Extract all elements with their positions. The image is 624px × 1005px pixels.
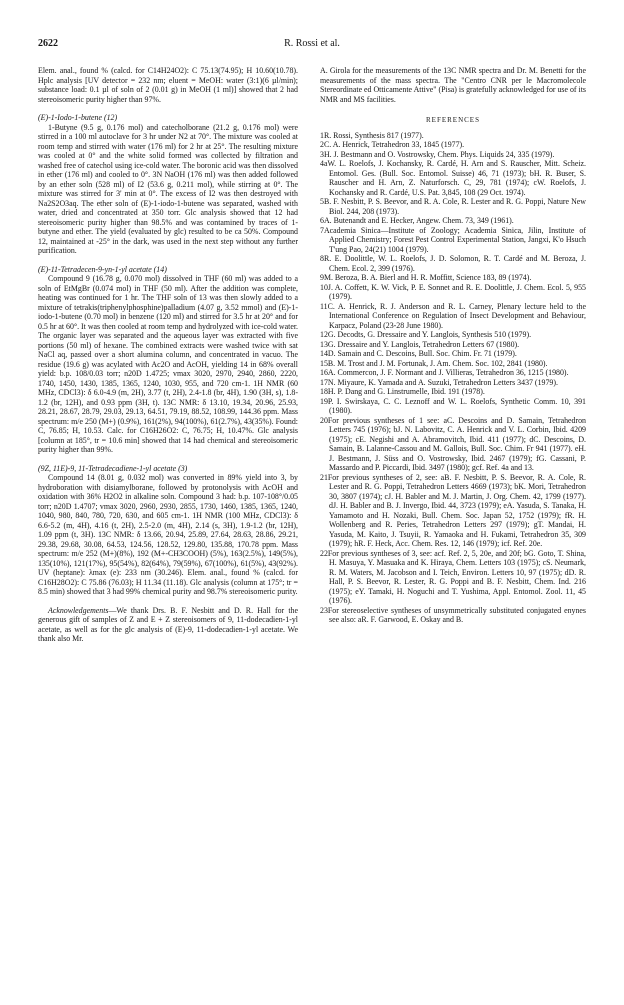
reference-item: 10J. A. Coffett, K. W. Vick, P. E. Sonnet and R. E. Doolittle, J. Chem. Ecol. 5, 955 (1979). [320, 282, 586, 301]
reference-item: 16A. Commercon, J. F. Normant and J. Villieras, Tetrahedron 36, 1215 (1980). [320, 368, 569, 377]
reference-item: 20For previous syntheses of 1 see: aC. Descoins and D. Samain, Tetrahedron Letters 745 (1976); bJ. N. Labovitz, C. A. Henrick and V. L. Corbin, Ibid. 4209 (1975); cE. Negishi and A. Abramovitch, Ibid. 411 (1977); dC. Descoins, D. Samain, B. Lalanne-Cassou and M. Gallois, Bull. Soc. Chim. Fr 941 (1977). eH. J. Bestmann, J. Süss and O. Vostrowsky, Ibid. 2467 (1979); fG. Cassani, P. Massardo and P. Piccardi, Ibid. 3497 (1980); gcf. Ref. 4a and 13. [320, 415, 586, 472]
reference-item: 6A. Butenandt and E. Hecker, Angew. Chem. 73, 349 (1961). [320, 216, 514, 225]
reference-item: 2C. A. Henrick, Tetrahedron 33, 1845 (1977). [320, 140, 465, 149]
reference-item: 8R. E. Doolittle, W. L. Roelofs, J. D. Solomon, R. T. Cardé and M. Beroza, J. Chem. Ecol. 2, 399 (1976). [320, 254, 586, 273]
paragraph-3: Compound 14 (8.01 g, 0.032 mol) was converted in 89% yield into 3, by hydroboration with disiamylborane, followed by protonolysis with AcOH and oxidation with 36% H2O2 in alkaline soln. Compound 3 had: b.p. 107-108°/0.05 torr; n20D 1.4707; vmax 3020, 2960, 2930, 2855, 1730, 1460, 1385, 1365, 1240, 1040, 980, 840, 780, 720, 630, and 605 cm-1. 1H NMR (100 MHz, CDCl3): δ 6.6-5.2 (m, 4H), 4.16 (t, 2H), 2.5-2.0 (m, 4H), 2.14 (s, 3H), 1.9-1.2 (br, 12H), 1.09 ppm (t, 3H). 13C NMR: δ 13.66, 20.94, 25.89, 27.64, 28.63, 28.86, 29.21, 29.38, 29.68, 30.08, 64.53, 124.56, 128.52, 129.80, 135.88, 170.78 ppm. Mass spectrum: m/e 252 (M+)(8%), 192 (M+-CH3COOH) (5%), 163(2.5%), 149(5%), 135(10%), 121(17%), 95(54%), 82(64%), 79(59%), 67(100%), 61(5%), 43(92%). UV (heptane): λmax (e): 233 nm (30.246). Elem. anal., found % (calcd. for C16H28O2): C 75.86 (76.03); H 11.34 (11.18). Glc analysis (column at 175°; tr = 8.5 min) showed that 3 had 99% chemical purity and 98.7% stereoisomeric purity. [38, 473, 298, 596]
section-heading-3-text: (9Z, 11E)-9, 11-Tetradecadiene-1-yl acetate (3) [38, 463, 188, 473]
section-heading-3 [38, 464, 298, 474]
paragraph-14: Compound 9 (16.78 g, 0.070 mol) dissolved in THF (60 ml) was added to a soln of EtMgBr (0.074 mol) in THF (50 ml). After the addition was complete, heating was continued for 1 hr. The THF soln of 13 was then slowly added to a mixture of tetrakis(triphenylphosphine)palladium (4.07 g, 3.52 mmol) and (E)-1-iodo-1-butene (0.70 mol) in benzene (120 ml) and stirred for 3.5 hr at 20° and for 0.5 hr at 60°. It was then cooled at room temp and hydrolyzed with ice-cold water. The organic layer was separated and the aqueous layer was extracted with five portions (50 ml) of hexane. The combined extracts were washed twice with sat NaCl aq, passed over a short alumina column, and concentrated in vacuo. The residue (19.6 g) was acylated with Ac2O and AcOH, yielding 14 in 68% overall yield: b.p. 108/0.03 torr; n20D 1.4725; vmax 3020, 2970, 2940, 2860, 2220, 1740, 1450, 1430, 1385, 1365, 1240, 1030, 955, and 720 cm-1. 1H NMR (60 MHz, CDCl3): δ 6.0-4.9 (m, 2H), 3.77 (t, 2H), 2.4-1.8 (br, 4H), 1.90 (3H, s), 1.8-1.2 (br, 12H), and 0.93 ppm (3H, t). 13C NMR: δ 13.10, 19.34, 20.96, 25.93, 28.21, 28.67, 28.79, 29.03, 29.13, 64.51, 79.19, 88.52, 108.99, 144.36 ppm. Mass spectrum: m/e 250 (M+) (0.9%), 161(2%), 94(100%), 61(2.7%), 43(35%). Found: C, 76.85; H, 10.53. Calc. for C16H26O2: C, 76.75; H, 10.47%. Glc analysis [column at 185°, tr = 10.6 min] showed that 14 had chemical and stereoisomeric purity higher than 99%. [38, 274, 298, 454]
reference-item: 14D. Samain and C. Descoins, Bull. Soc. Chim. Fr. 71 (1979). [320, 349, 517, 358]
reference-item: 23For stereoselective syntheses of unsymmetrically substituted conjugated enynes see also: aR. F. Garwood, E. Oskay and B. [320, 605, 586, 624]
reference-item: 19P. I. Swirskaya, C. C. Leznoff and W. L. Roelofs, Synthetic Comm. 10, 391 (1980). [320, 396, 586, 415]
references-list [320, 131, 586, 625]
acknowledgements-body: —We thank Drs. B. F. Nesbitt and D. R. Hall for the generous gift of samples of Z and E + Z stereoisomers of 9, 11-dodecadien-1-yl acetate, as well as for the glc analysis of (E)-9, 11-dodecadien-1-yl acetate. We thank also Mr. [38, 605, 298, 643]
acknowledgements-title: Acknowledgements [48, 605, 109, 615]
reference-item: 11C. A. Henrick, R. J. Anderson and R. L. Carney, Plenary lecture held to the International Conference on Regulation of Insect Development and Behaviour, Karpacz, Poland (23-28 June 1980). [320, 301, 586, 330]
section-heading-12 [38, 113, 298, 123]
references-heading: REFERENCES [426, 116, 480, 124]
reference-item: 22For previous syntheses of 3, see: acf. Ref. 2, 5, 20e, and 20f; bG. Goto, T. Shina, H. Masuya, Y. Masuaka and K. Hiraya, Chem. Letters 103 (1975); cS. Neumark, R. M. Waters, M. Jacobson and I. Teich, Environ. Letters 10, 97 (1975); dD. R. Hall, P. S. Beevor, R. Lester, R. G. Poppi and B. F. Nesbitt, Chem. Ind. 216 (1975); eY. Tamaki, H. Noguchi and T. Yushima, Appl. Entomol. Zool. 11, 45 (1976). [320, 548, 586, 605]
reference-item: 18H. P. Dang and G. Linstrumelle, Ibid. 191 (1978). [320, 387, 485, 396]
page-number: 2622 [38, 38, 58, 49]
running-head: R. Rossi et al. [284, 38, 340, 49]
acknowledgements-continued: A. Girola for the measurements of the 13C NMR spectra and Dr. M. Benetti for the measurements of the mass spectra. The "Centro CNR per le Macromolecole Stereordinate ed Otticamente Attive" (Pisa) is gratefully acknowledged for use of its NMR and MS facilities. [320, 66, 586, 104]
acknowledgements [38, 606, 298, 644]
reference-item: 3H. J. Bestmann and O. Vostrowsky, Chem. Phys. Liquids 24, 335 (1979). [320, 149, 555, 159]
left-column [38, 66, 298, 644]
reference-item: 1R. Rossi, Synthesis 817 (1977). [320, 130, 424, 140]
reference-item: 15B. M. Trost and J. M. Fortunak, J. Am. Chem. Soc. 102, 2841 (1980). [320, 358, 548, 368]
right-column [320, 66, 586, 625]
reference-item: 5B. F. Nesbitt, P. S. Beevor, and R. A. Cole, R. Lester and R. G. Poppi, Nature New Biol. 244, 208 (1973). [320, 197, 586, 216]
analysis-paragraph: Elem. anal., found % (calcd. for C14H24O2): C 75.13(74.95); H 10.60(10.78). Hplc analysis [UV detector = 232 nm; eluent = MeOH: water (3:1)(6 µl/min); substance load: 0.1 µl of soln of 2 (0.01 g) in MeOH (1 ml)] showed that 2 had stereoisomeric purity higher than 97%. [38, 66, 298, 104]
reference-item: 21For previous syntheses of 2, see: aB. F. Nesbitt, P. S. Beevor, R. A. Cole, R. Lester and R. G. Poppi, Tetrahedron Letters 4669 (1973); bK. Mori, Tetrahedron 30, 3807 (1974); cJ. H. Babler and M. J. Martin, J. Org. Chem. 42, 1799 (1977). dJ. H. Babler and B. J. Invergo, Ibid. 44, 3723 (1979); eA. Yasuda, S. Tanaka, H. Yamamoto and H. Nozaki, Bull. Chem. Soc. Japan 52, 1752 (1979); fR. H. Wollenberg and R. Peries, Tetrahedron Letters 297 (1979); gT. Mandai, H. Yasuda, M. Kaito, J. Tsuyii, R. Yamaoka and H. Fukami, Tetrahedron 35, 309 (1979); hR. F. Heck, Acc. Chem. Res. 12, 146 (1979); icf. Ref. 20e. [320, 472, 586, 548]
page-header [38, 38, 586, 52]
reference-item: 4aW. L. Roelofs, J. Kochansky, R. Cardé, H. Arn and S. Rauscher, Mitt. Scheiz. Entomol. Ges. (Bull. Soc. Entomol. Suisse) 46, 71 (1973); bH. R. Buser, S. Rauscher and H. Arn, Z. Naturforsch. C, 29, 781 (1974); cW. Roelofs, J. Kochansky and R. Cardé, U.S. Pat. 3,845, 108 (29 Oct. 1974). [320, 159, 586, 197]
section-heading-14-text: (E)-11-Tetradecen-9-yn-1-yl acetate (14) [38, 264, 167, 274]
reference-item: 13G. Dressaire and Y. Langlois, Tetrahedron Letters 67 (1980). [320, 339, 520, 349]
reference-item: 12G. Decodts, G. Dressaire and Y. Langlois, Synthesis 510 (1979). [320, 330, 532, 339]
section-heading-12-text: (E)-1-Iodo-1-butene (12) [38, 113, 118, 122]
reference-item: 9M. Beroza, B. A. Bierl and H. R. Moffitt, Science 183, 89 (1974). [320, 273, 532, 282]
paragraph-12: 1-Butyne (9.5 g, 0.176 mol) and catecholborane (21.2 g, 0.176 mol) were stirred in a 100 ml autoclave for 3 hr under N2 at 70°. The mixture was cooled at room temp and stirred with water (176 ml) for 2 hr at 25°. The resulting mixture was cooled at 0° and the white solid formed was collected by filtration and washed free of catechol using ice-cold water. The boronic acid was then dissolved in ether (176 ml) and cooled to 0°. 3N NaOH (176 ml) was then added followed by an ether soln (528 ml) of I2 (53.6 g, 0.211 mol), while stirring at 0°. The mixture was stirred for 3' min at 0°. The excess of I2 was then destroyed with Na2S2O3aq. The ether soln of (E)-1-iodo-1-butene was separated, washed with water, dried and concentrated at 350 torr. Glc analysis showed that 12 had stereoisomeric purity higher than 98.5% and was contamined by traces of 1-butyne and ether. The yield (evaluated by glc) resulted to be ca 50%. Compound 12, maintained at -25° in the dark, was used in the next step without any further purification. [38, 122, 298, 255]
reference-item: 7Academia Sinica—Institute of Zoology; Academia Sinica, Jilin, Institute of Applied Chemistry; Forest Pest Control Experimental Station, Jangxi, K'o Hsuch T'ung Pao, 24(21) 1004 (1979). [320, 225, 586, 254]
section-heading-14 [38, 265, 298, 275]
reference-item: 17N. Miyaure, K. Yamada and A. Suzuki, Tetrahedron Letters 3437 (1979). [320, 377, 558, 387]
